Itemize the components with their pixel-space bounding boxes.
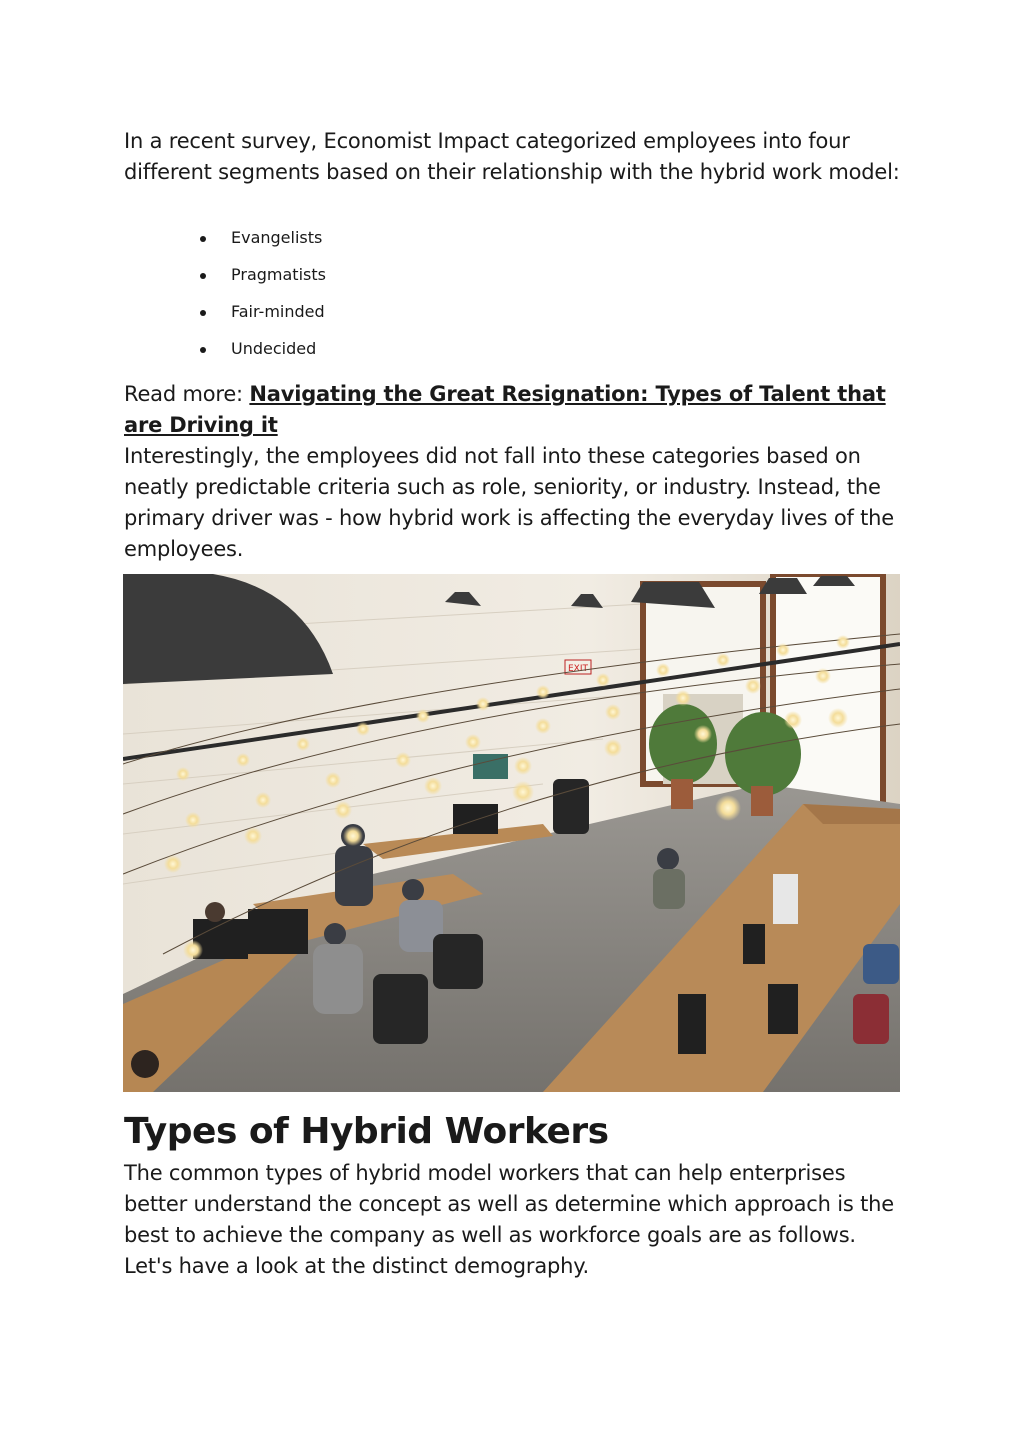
read-more-prefix: Read more: bbox=[124, 382, 250, 406]
section-heading: Types of Hybrid Workers bbox=[124, 1111, 609, 1152]
section-body: The common types of hybrid model workers that can help enterprises better understand the concept as well as determine which approach is the best to achieve the company as well as workforce goals are as follows. Let's have a look at the distinct demography. bbox=[124, 1161, 894, 1278]
list-item: Undecided bbox=[200, 339, 326, 376]
intro-paragraph: In a recent survey, Economist Impact categorized employees into four different segments based on their relationship with the hybrid work model: bbox=[124, 129, 900, 184]
office-photo bbox=[123, 574, 900, 1092]
read-more-link[interactable]: Navigating the Great Resignation: Types of Talent that are Driving it bbox=[124, 382, 886, 437]
body-paragraph: Interestingly, the employees did not fall into these categories based on neatly predictable criteria such as role, seniority, or industry. Instead, the primary driver was - how hybrid work is affecting the everyday lives of the employees. bbox=[124, 444, 895, 561]
read-more bbox=[124, 379, 904, 441]
exit-sign: EXIT bbox=[567, 664, 589, 674]
segments-list bbox=[200, 228, 326, 376]
list-item: Fair-minded bbox=[200, 302, 326, 339]
list-item: Evangelists bbox=[200, 228, 326, 265]
list-item: Pragmatists bbox=[200, 265, 326, 302]
